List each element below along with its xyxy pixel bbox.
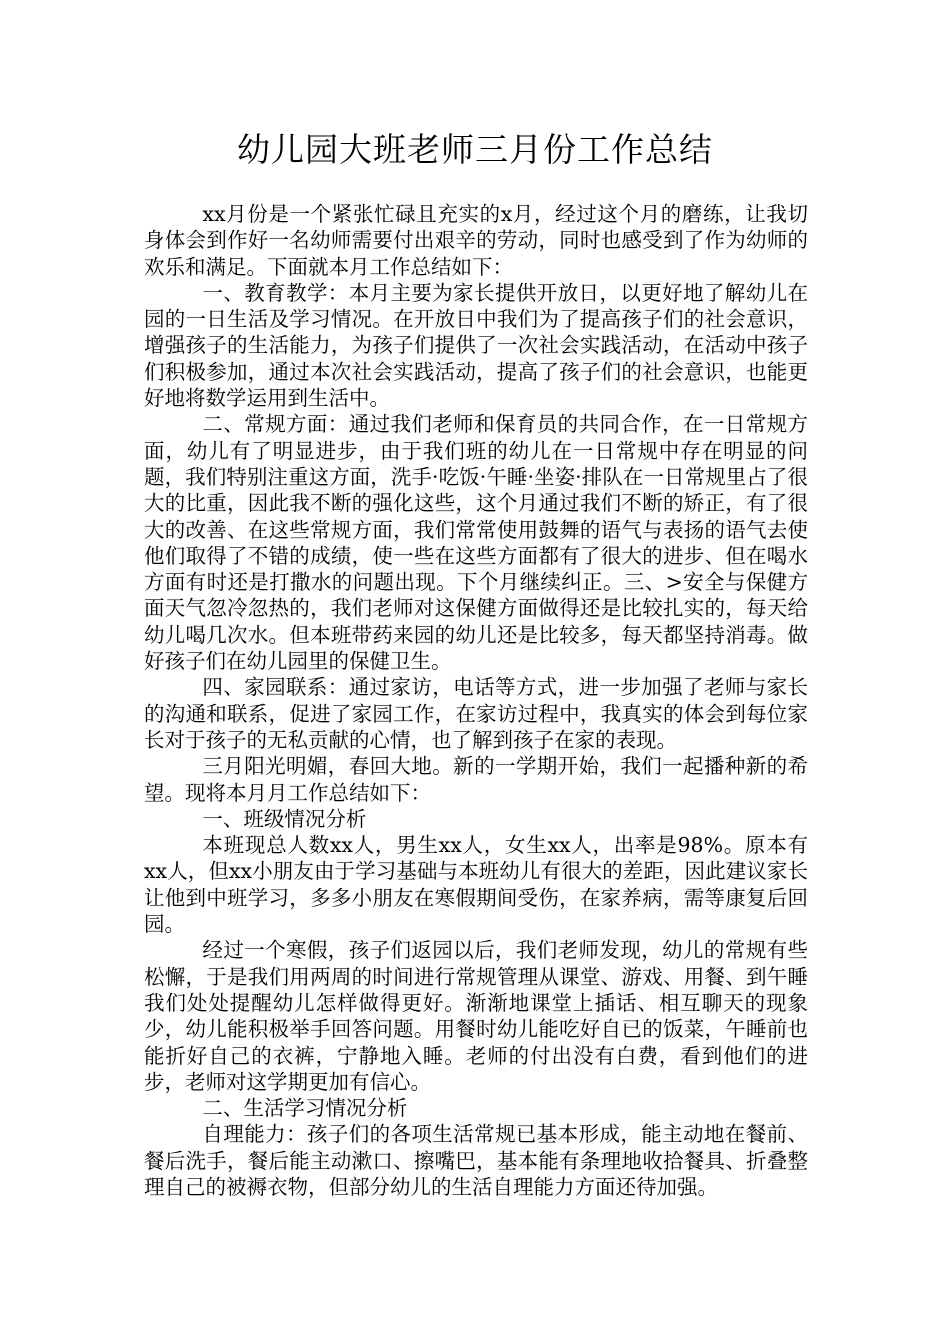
section-heading-class-analysis: 一、班级情况分析: [202, 806, 367, 831]
paragraph-self-care: 自理能力：孩子们的各项生活常规已基本形成，能主动地在餐前、餐后洗手，餐后能主动漱口、擦嘴巴，基本能有条理地收拾餐具、折叠整理自己的被褥衣物，但部分幼儿的生活自理能力方面还待加强。: [144, 1122, 808, 1199]
paragraph-after-winter-break: 经过一个寒假，孩子们返园以后，我们老师发现，幼儿的常规有些松懈，于是我们用两周的时间进行常规管理从课堂、游戏、用餐、到午睡我们处处提醒幼儿怎样做得更好。渐渐地课堂上插话、相互聊天的现象少，幼儿能积极举手回答问题。用餐时幼儿能吃好自已的饭菜，午睡前也能折好自己的衣裤，宁静地入睡。老师的付出没有白费，看到他们的进步，老师对这学期更加有信心。: [144, 938, 808, 1094]
document-body: [144, 201, 808, 1200]
paragraph-teaching: 一、教育教学：本月主要为家长提供开放日，以更好地了解幼儿在园的一日生活及学习情况。在开放日中我们为了提高孩子们的社会意识，增强孩子的生活能力，为孩子们提供了一次社会实践活动，在活动中孩子们积极参加，通过本次社会实践活动，提高了孩子们的社会意识，也能更好地将数学运用到生活中。: [144, 280, 808, 411]
paragraph-march-intro: 三月阳光明媚，春回大地。新的一学期开始，我们一起播种新的希望。现将本月月工作总结如下：: [144, 754, 808, 805]
paragraph-routine: 二、常规方面：通过我们老师和保育员的共同合作，在一日常规方面，幼儿有了明显进步，由于我们班的幼儿在一日常规中存在明显的问题，我们特别注重这方面，洗手·吃饭·午睡·坐姿·排队在一日常规里占了很大的比重，因此我不断的强化这些，这个月通过我们不断的矫正，有了很大的改善、在这些常规方面，我们常常使用鼓舞的语气与表扬的语气去使他们取得了不错的成绩，使一些在这些方面都有了很大的进步、但在喝水方面有时还是打撒水的问题出现。下个月继续纠正。三、>安全与保健方面天气忽冷忽热的，我们老师对这保健方面做得还是比较扎实的，每天给幼儿喝几次水。但本班带药来园的幼儿还是比较多，每天都坚持消毒。做好孩子们在幼儿园里的保健卫生。: [144, 412, 808, 674]
section-heading-life-study: 二、生活学习情况分析: [202, 1096, 408, 1121]
document-title: 幼儿园大班老师三月份工作总结: [237, 130, 713, 169]
paragraph-intro: xx月份是一个紧张忙碌且充实的x月，经过这个月的磨练，让我切身体会到作好一名幼师需要付出艰辛的劳动，同时也感受到了作为幼师的欢乐和满足。下面就本月工作总结如下：: [144, 202, 808, 279]
paragraph-class-count: 本班现总人数xx人，男生xx人，女生xx人，出率是98%。原本有xx人，但xx小朋友由于学习基础与本班幼儿有很大的差距，因此建议家长让他到中班学习，多多小朋友在寒假期间受伤，在家养病，需等康复后回园。: [144, 833, 808, 937]
paragraph-home-school: 四、家园联系：通过家访，电话等方式，进一步加强了老师与家长的沟通和联系，促进了家园工作，在家访过程中，我真实的体会到每位家长对于孩子的无私贡献的心情，也了解到孩子在家的表现。: [144, 675, 808, 752]
